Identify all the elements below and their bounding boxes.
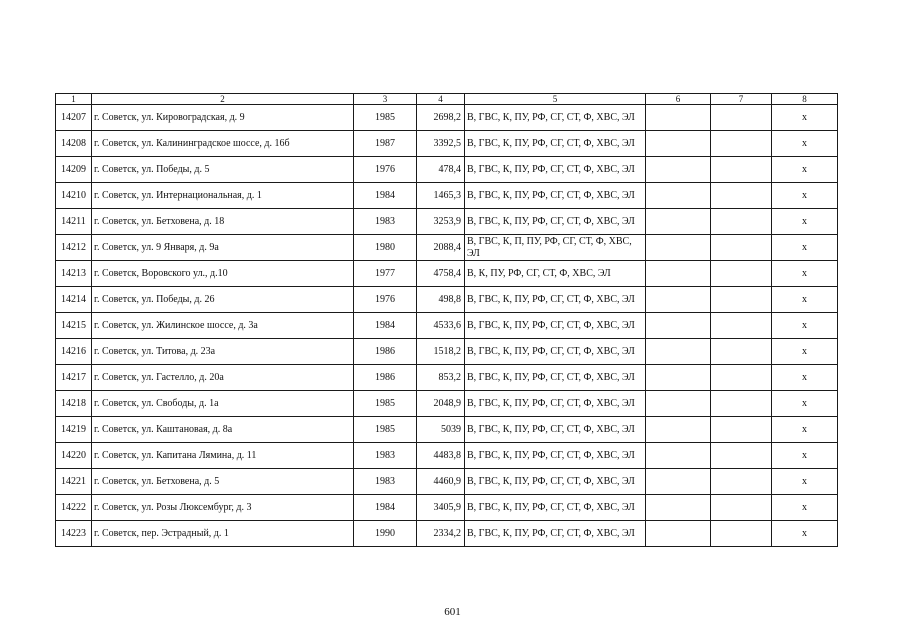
area-cell: 2088,4 [417, 235, 465, 261]
column-6-cell [646, 521, 711, 547]
mark-cell: х [772, 261, 838, 287]
mark-cell: х [772, 157, 838, 183]
mark-cell: х [772, 287, 838, 313]
table-row [56, 209, 838, 235]
header-col-5: 5 [465, 94, 646, 105]
header-col-7: 7 [711, 94, 772, 105]
year-built-cell: 1976 [354, 157, 417, 183]
column-7-cell [711, 495, 772, 521]
services-cell: В, ГВС, К, ПУ, РФ, СГ, СТ, Ф, ХВС, ЭЛ [465, 313, 646, 339]
table-row [56, 261, 838, 287]
record-number-cell: 14207 [56, 105, 92, 131]
area-cell: 1518,2 [417, 339, 465, 365]
column-7-cell [711, 339, 772, 365]
year-built-cell: 1983 [354, 209, 417, 235]
table-row [56, 365, 838, 391]
address-cell: г. Советск, ул. Каштановая, д. 8а [92, 417, 354, 443]
area-cell: 4758,4 [417, 261, 465, 287]
year-built-cell: 1976 [354, 287, 417, 313]
services-cell: В, ГВС, К, ПУ, РФ, СГ, СТ, Ф, ХВС, ЭЛ [465, 495, 646, 521]
header-col-6: 6 [646, 94, 711, 105]
column-6-cell [646, 261, 711, 287]
record-number-cell: 14210 [56, 183, 92, 209]
mark-cell: х [772, 339, 838, 365]
column-7-cell [711, 131, 772, 157]
column-7-cell [711, 105, 772, 131]
column-number-header-row [56, 94, 838, 105]
column-6-cell [646, 443, 711, 469]
table-row [56, 313, 838, 339]
services-cell: В, ГВС, К, ПУ, РФ, СГ, СТ, Ф, ХВС, ЭЛ [465, 391, 646, 417]
table-row [56, 391, 838, 417]
record-number-cell: 14209 [56, 157, 92, 183]
area-cell: 3392,5 [417, 131, 465, 157]
year-built-cell: 1987 [354, 131, 417, 157]
year-built-cell: 1980 [354, 235, 417, 261]
services-cell: В, ГВС, К, ПУ, РФ, СГ, СТ, Ф, ХВС, ЭЛ [465, 105, 646, 131]
services-cell: В, ГВС, К, ПУ, РФ, СГ, СТ, Ф, ХВС, ЭЛ [465, 157, 646, 183]
column-6-cell [646, 365, 711, 391]
table-row [56, 495, 838, 521]
mark-cell: х [772, 469, 838, 495]
address-cell: г. Советск, ул. Победы, д. 5 [92, 157, 354, 183]
table-body [56, 94, 838, 547]
area-cell: 5039 [417, 417, 465, 443]
column-6-cell [646, 313, 711, 339]
year-built-cell: 1985 [354, 105, 417, 131]
table-row [56, 339, 838, 365]
mark-cell: х [772, 183, 838, 209]
area-cell: 4460,9 [417, 469, 465, 495]
table-row [56, 521, 838, 547]
services-cell: В, ГВС, К, П, ПУ, РФ, СГ, СТ, Ф, ХВС, ЭЛ [465, 235, 646, 261]
column-6-cell [646, 235, 711, 261]
area-cell: 4483,8 [417, 443, 465, 469]
record-number-cell: 14213 [56, 261, 92, 287]
record-number-cell: 14217 [56, 365, 92, 391]
address-cell: г. Советск, пер. Эстрадный, д. 1 [92, 521, 354, 547]
area-cell: 2334,2 [417, 521, 465, 547]
table-row [56, 417, 838, 443]
mark-cell: х [772, 235, 838, 261]
year-built-cell: 1984 [354, 313, 417, 339]
housing-register-table [55, 93, 838, 547]
address-cell: г. Советск, ул. Капитана Лямина, д. 11 [92, 443, 354, 469]
column-7-cell [711, 209, 772, 235]
column-7-cell [711, 365, 772, 391]
table-row [56, 235, 838, 261]
services-cell: В, ГВС, К, ПУ, РФ, СГ, СТ, Ф, ХВС, ЭЛ [465, 209, 646, 235]
address-cell: г. Советск, ул. Бетховена, д. 18 [92, 209, 354, 235]
mark-cell: х [772, 131, 838, 157]
mark-cell: х [772, 495, 838, 521]
year-built-cell: 1983 [354, 443, 417, 469]
record-number-cell: 14218 [56, 391, 92, 417]
address-cell: г. Советск, ул. Калининградское шоссе, д. 16б [92, 131, 354, 157]
record-number-cell: 14221 [56, 469, 92, 495]
address-cell: г. Советск, ул. Интернациональная, д. 1 [92, 183, 354, 209]
column-7-cell [711, 313, 772, 339]
table-row [56, 183, 838, 209]
year-built-cell: 1986 [354, 365, 417, 391]
services-cell: В, ГВС, К, ПУ, РФ, СГ, СТ, Ф, ХВС, ЭЛ [465, 417, 646, 443]
address-cell: г. Советск, ул. Гастелло, д. 20а [92, 365, 354, 391]
mark-cell: х [772, 105, 838, 131]
area-cell: 4533,6 [417, 313, 465, 339]
year-built-cell: 1986 [354, 339, 417, 365]
column-6-cell [646, 183, 711, 209]
record-number-cell: 14222 [56, 495, 92, 521]
area-cell: 2698,2 [417, 105, 465, 131]
area-cell: 478,4 [417, 157, 465, 183]
table-row [56, 443, 838, 469]
record-number-cell: 14212 [56, 235, 92, 261]
area-cell: 3405,9 [417, 495, 465, 521]
services-cell: В, ГВС, К, ПУ, РФ, СГ, СТ, Ф, ХВС, ЭЛ [465, 443, 646, 469]
address-cell: г. Советск, ул. Титова, д. 23а [92, 339, 354, 365]
area-cell: 1465,3 [417, 183, 465, 209]
table-row [56, 105, 838, 131]
record-number-cell: 14223 [56, 521, 92, 547]
record-number-cell: 14214 [56, 287, 92, 313]
column-6-cell [646, 131, 711, 157]
column-7-cell [711, 235, 772, 261]
address-cell: г. Советск, ул. Жилинское шоссе, д. 3а [92, 313, 354, 339]
column-7-cell [711, 469, 772, 495]
column-7-cell [711, 157, 772, 183]
page-number: 601 [444, 606, 461, 618]
column-6-cell [646, 391, 711, 417]
record-number-cell: 14215 [56, 313, 92, 339]
record-number-cell: 14219 [56, 417, 92, 443]
address-cell: г. Советск, ул. Бетховена, д. 5 [92, 469, 354, 495]
column-7-cell [711, 443, 772, 469]
record-number-cell: 14216 [56, 339, 92, 365]
column-6-cell [646, 105, 711, 131]
address-cell: г. Советск, ул. Победы, д. 26 [92, 287, 354, 313]
mark-cell: х [772, 365, 838, 391]
services-cell: В, ГВС, К, ПУ, РФ, СГ, СТ, Ф, ХВС, ЭЛ [465, 287, 646, 313]
table-row [56, 131, 838, 157]
services-cell: В, ГВС, К, ПУ, РФ, СГ, СТ, Ф, ХВС, ЭЛ [465, 339, 646, 365]
area-cell: 498,8 [417, 287, 465, 313]
column-6-cell [646, 287, 711, 313]
record-number-cell: 14208 [56, 131, 92, 157]
services-cell: В, ГВС, К, ПУ, РФ, СГ, СТ, Ф, ХВС, ЭЛ [465, 365, 646, 391]
header-col-3: 3 [354, 94, 417, 105]
services-cell: В, К, ПУ, РФ, СГ, СТ, Ф, ХВС, ЭЛ [465, 261, 646, 287]
mark-cell: х [772, 417, 838, 443]
column-6-cell [646, 209, 711, 235]
header-col-4: 4 [417, 94, 465, 105]
column-6-cell [646, 495, 711, 521]
mark-cell: х [772, 391, 838, 417]
record-number-cell: 14211 [56, 209, 92, 235]
year-built-cell: 1985 [354, 391, 417, 417]
services-cell: В, ГВС, К, ПУ, РФ, СГ, СТ, Ф, ХВС, ЭЛ [465, 469, 646, 495]
area-cell: 3253,9 [417, 209, 465, 235]
area-cell: 853,2 [417, 365, 465, 391]
table-row [56, 469, 838, 495]
address-cell: г. Советск, ул. Свободы, д. 1а [92, 391, 354, 417]
header-col-2: 2 [92, 94, 354, 105]
column-7-cell [711, 183, 772, 209]
column-7-cell [711, 521, 772, 547]
column-7-cell [711, 417, 772, 443]
mark-cell: х [772, 443, 838, 469]
address-cell: г. Советск, ул. 9 Января, д. 9а [92, 235, 354, 261]
column-6-cell [646, 157, 711, 183]
year-built-cell: 1977 [354, 261, 417, 287]
header-col-1: 1 [56, 94, 92, 105]
mark-cell: х [772, 521, 838, 547]
column-6-cell [646, 339, 711, 365]
mark-cell: х [772, 209, 838, 235]
year-built-cell: 1985 [354, 417, 417, 443]
year-built-cell: 1984 [354, 183, 417, 209]
services-cell: В, ГВС, К, ПУ, РФ, СГ, СТ, Ф, ХВС, ЭЛ [465, 521, 646, 547]
mark-cell: х [772, 313, 838, 339]
header-col-8: 8 [772, 94, 838, 105]
services-cell: В, ГВС, К, ПУ, РФ, СГ, СТ, Ф, ХВС, ЭЛ [465, 183, 646, 209]
address-cell: г. Советск, ул. Кировоградская, д. 9 [92, 105, 354, 131]
year-built-cell: 1983 [354, 469, 417, 495]
column-6-cell [646, 469, 711, 495]
area-cell: 2048,9 [417, 391, 465, 417]
table-row [56, 287, 838, 313]
record-number-cell: 14220 [56, 443, 92, 469]
year-built-cell: 1984 [354, 495, 417, 521]
year-built-cell: 1990 [354, 521, 417, 547]
column-7-cell [711, 287, 772, 313]
table-row [56, 157, 838, 183]
services-cell: В, ГВС, К, ПУ, РФ, СГ, СТ, Ф, ХВС, ЭЛ [465, 131, 646, 157]
column-7-cell [711, 391, 772, 417]
address-cell: г. Советск, Воровского ул., д.10 [92, 261, 354, 287]
address-cell: г. Советск, ул. Розы Люксембург, д. 3 [92, 495, 354, 521]
column-6-cell [646, 417, 711, 443]
column-7-cell [711, 261, 772, 287]
